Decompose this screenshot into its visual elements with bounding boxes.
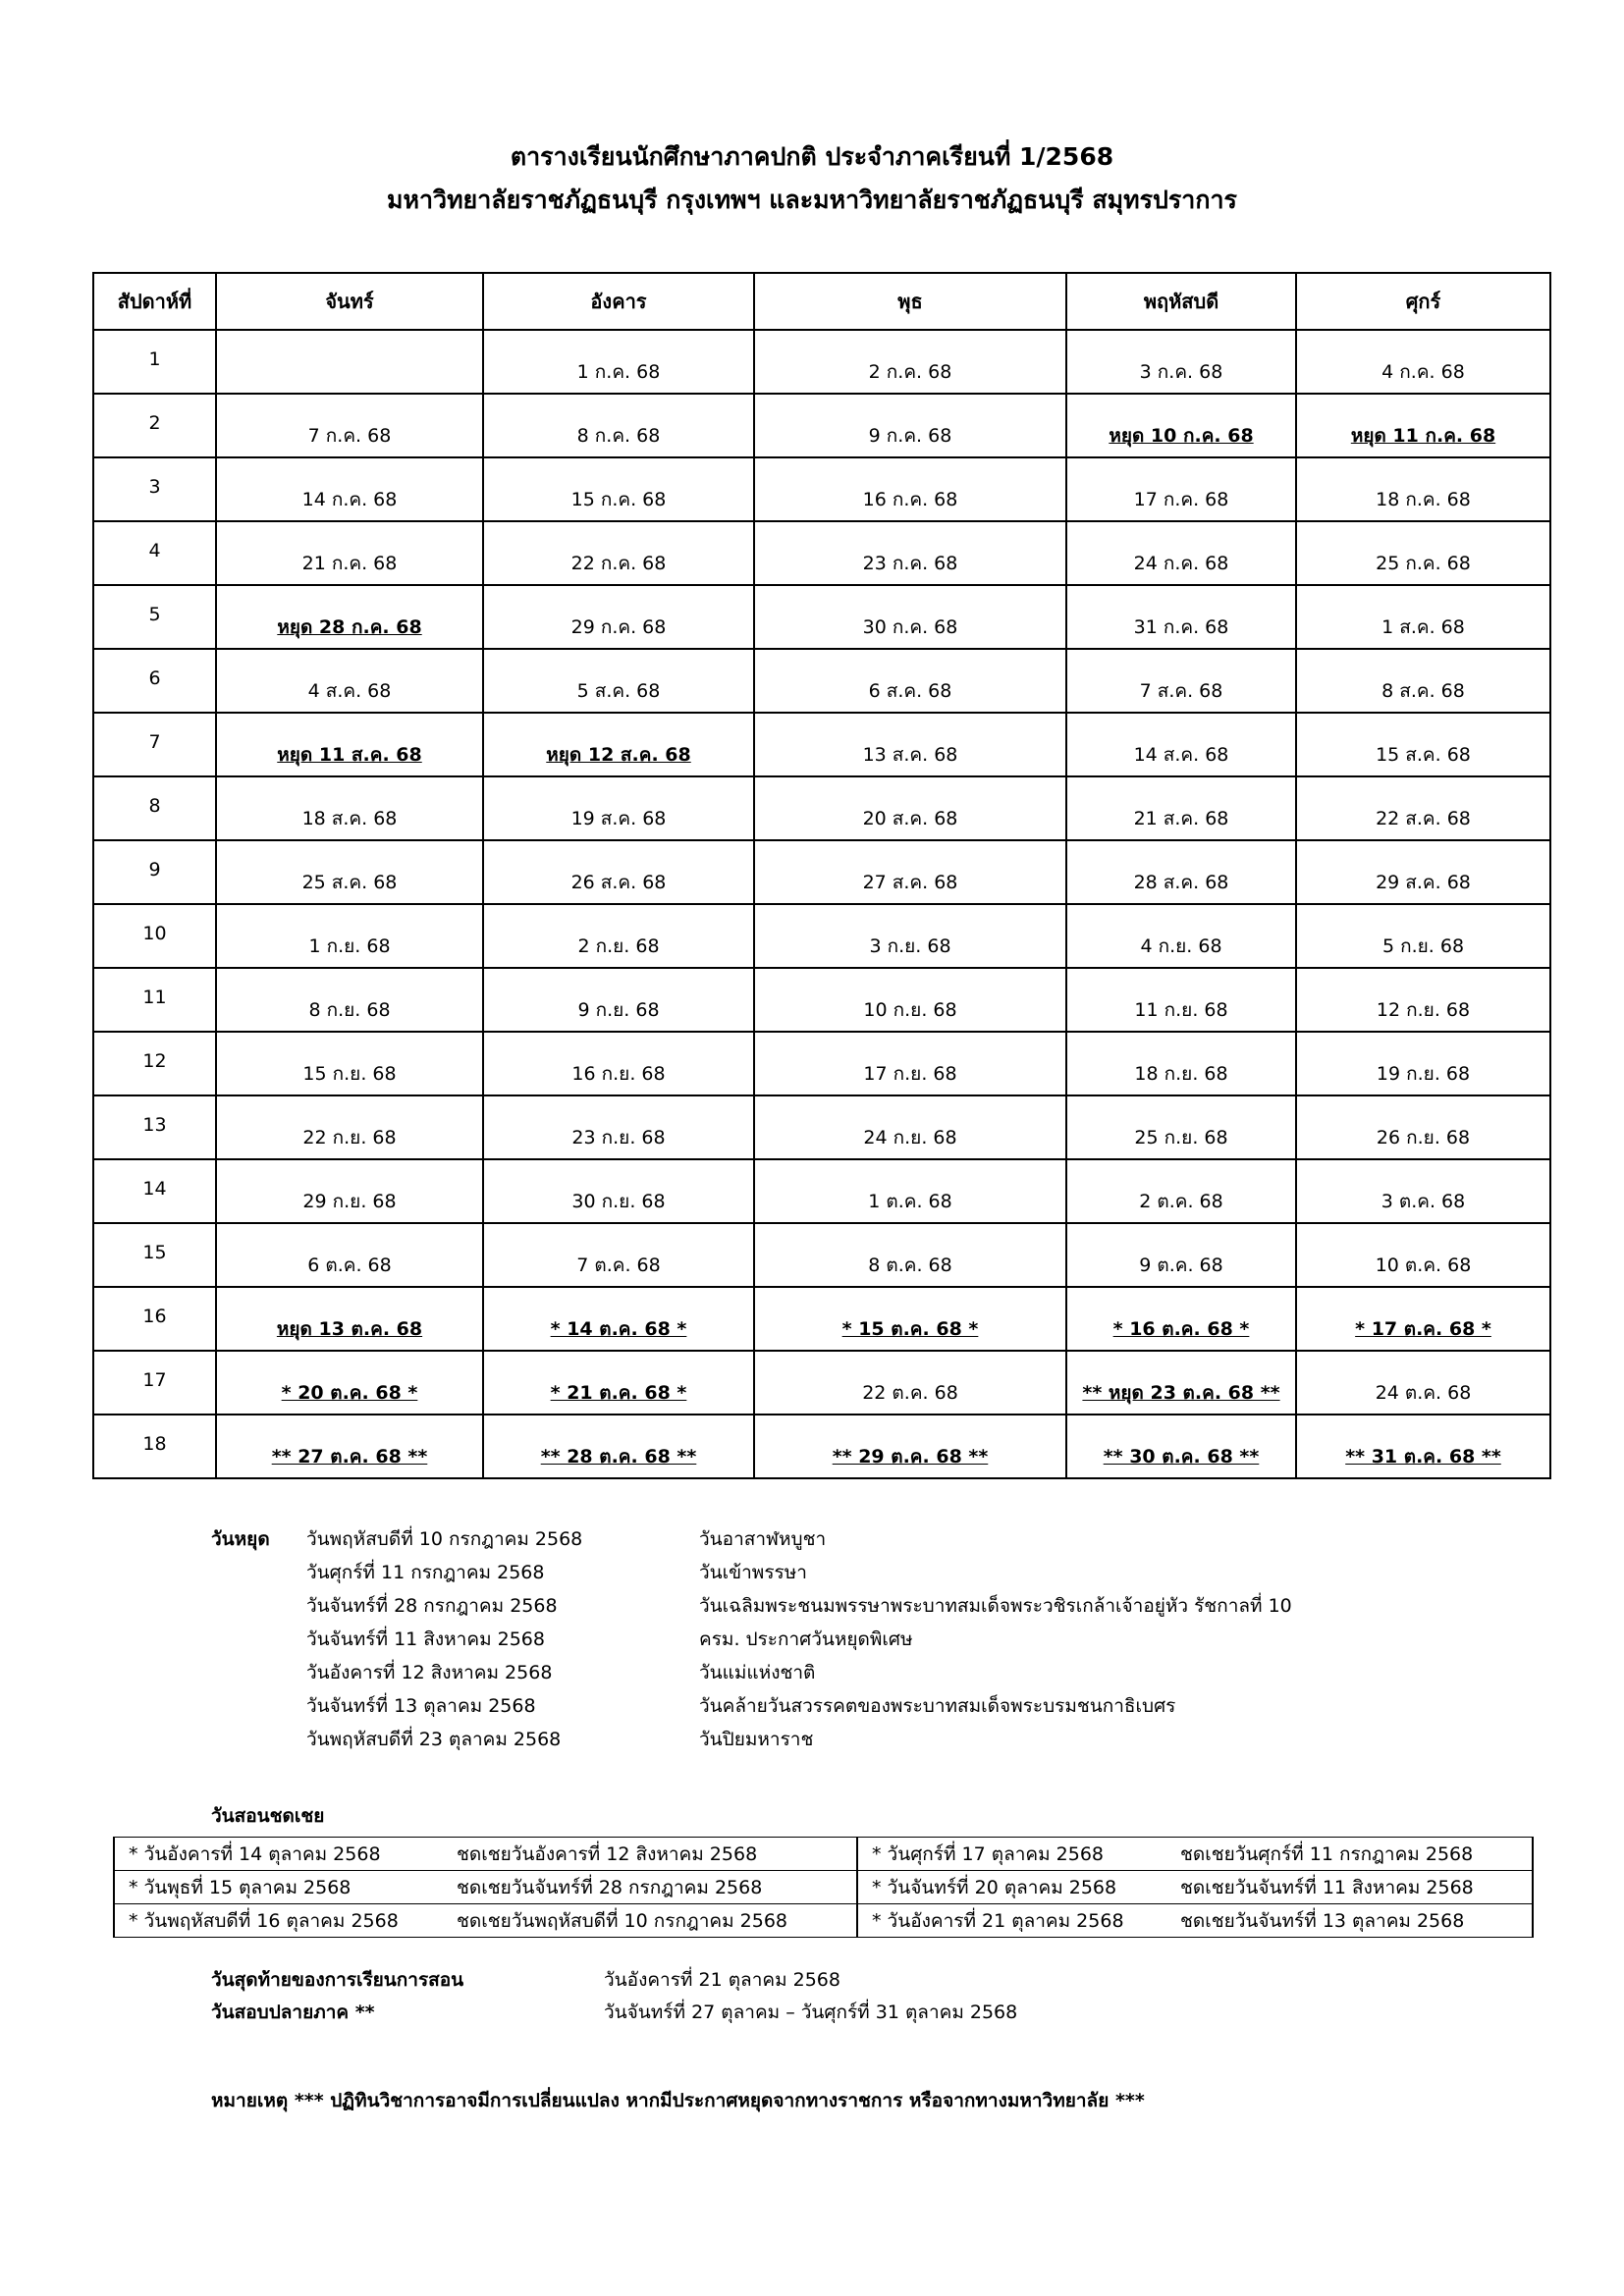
week-number: 5 [93, 585, 216, 649]
day-cell [754, 904, 1066, 968]
day-cell [754, 968, 1066, 1032]
day-cell [483, 840, 754, 904]
date-label: 3 ก.ย. 68 [869, 935, 951, 957]
makeup-date: * วันจันทร์ที่ 20 ตุลาคม 2568 [857, 1871, 1166, 1904]
makeup-row [114, 1871, 1533, 1904]
holiday-name: วันแม่แห่งชาติ [699, 1662, 816, 1683]
schedule-table [92, 272, 1551, 1479]
date-label: 5 ส.ค. 68 [576, 680, 661, 702]
makeup-date: * วันอังคารที่ 21 ตุลาคม 2568 [857, 1904, 1166, 1938]
holiday-item [306, 1524, 1386, 1558]
makeup-replaces: ชดเชยวันพฤหัสบดีที่ 10 กรกฎาคม 2568 [443, 1904, 857, 1938]
day-cell [1296, 330, 1550, 394]
day-cell [1296, 394, 1550, 457]
day-cell [1066, 1415, 1296, 1478]
date-label: 24 ก.ย. 68 [863, 1127, 957, 1148]
date-label: 18 ก.ย. 68 [1134, 1063, 1228, 1085]
marked-date: * 20 ต.ค. 68 * [281, 1382, 418, 1404]
date-label: 15 ส.ค. 68 [1376, 744, 1471, 766]
day-cell [216, 394, 483, 457]
day-cell [483, 1032, 754, 1095]
date-label: 16 ก.ค. 68 [862, 489, 958, 510]
day-cell [483, 713, 754, 776]
date-label: 13 ส.ค. 68 [862, 744, 958, 766]
table-row [93, 1095, 1550, 1159]
day-cell [1296, 1223, 1550, 1287]
date-label: 21 ก.ค. 68 [301, 553, 398, 574]
day-cell [1296, 1159, 1550, 1223]
date-label: 18 ก.ค. 68 [1376, 489, 1471, 510]
table-row [93, 904, 1550, 968]
day-cell [483, 1415, 754, 1478]
day-cell [216, 1415, 483, 1478]
week-number: 6 [93, 649, 216, 713]
day-cell [754, 649, 1066, 713]
week-number: 8 [93, 776, 216, 840]
date-label: 1 ส.ค. 68 [1381, 616, 1465, 638]
header-monday: จันทร์ [216, 273, 483, 330]
date-label: 25 ส.ค. 68 [301, 872, 398, 893]
table-row [93, 1287, 1550, 1351]
holiday-item [306, 1558, 1386, 1591]
date-label: 24 ก.ค. 68 [1133, 553, 1229, 574]
day-cell [483, 521, 754, 585]
day-cell [1066, 1159, 1296, 1223]
marked-date: หยุด 13 ต.ค. 68 [276, 1318, 423, 1340]
date-label: 20 ส.ค. 68 [862, 808, 958, 829]
table-row [93, 1159, 1550, 1223]
day-cell [1296, 968, 1550, 1032]
makeup-table [113, 1837, 1534, 1938]
day-cell [754, 1287, 1066, 1351]
makeup-replaces: ชดเชยวันจันทร์ที่ 28 กรกฎาคม 2568 [443, 1871, 857, 1904]
day-cell [216, 776, 483, 840]
day-cell [483, 1351, 754, 1415]
makeup-date: * วันศุกร์ที่ 17 ตุลาคม 2568 [857, 1838, 1166, 1871]
day-cell [1296, 1351, 1550, 1415]
table-row [93, 713, 1550, 776]
day-cell [483, 904, 754, 968]
table-row [93, 1223, 1550, 1287]
day-cell [754, 457, 1066, 521]
day-cell [216, 1223, 483, 1287]
date-label: 8 ก.ค. 68 [576, 425, 661, 447]
date-label: 29 ก.ย. 68 [302, 1191, 397, 1212]
date-label: 4 ก.ค. 68 [1381, 361, 1465, 383]
day-cell [754, 1095, 1066, 1159]
date-label: 9 ต.ค. 68 [1139, 1255, 1223, 1276]
day-cell [1296, 840, 1550, 904]
day-cell [483, 330, 754, 394]
marked-date: ** 28 ต.ค. 68 ** [540, 1446, 697, 1468]
day-cell [483, 1287, 754, 1351]
date-label: 7 ก.ค. 68 [307, 425, 392, 447]
table-row [93, 1032, 1550, 1095]
day-cell [754, 840, 1066, 904]
date-label: 6 ต.ค. 68 [307, 1255, 392, 1276]
week-number: 10 [93, 904, 216, 968]
holiday-item [306, 1725, 1386, 1758]
day-cell [216, 1095, 483, 1159]
day-cell [1296, 1095, 1550, 1159]
date-label: 5 ก.ย. 68 [1381, 935, 1465, 957]
week-number: 7 [93, 713, 216, 776]
date-label: 2 ต.ค. 68 [1139, 1191, 1223, 1212]
makeup-replaces: ชดเชยวันศุกร์ที่ 11 กรกฎาคม 2568 [1166, 1838, 1533, 1871]
date-label: 23 ก.ค. 68 [862, 553, 958, 574]
date-label: 3 ก.ค. 68 [1139, 361, 1223, 383]
day-cell [216, 649, 483, 713]
date-label: 8 ส.ค. 68 [1381, 680, 1465, 702]
holiday-date: วันศุกร์ที่ 11 กรกฎาคม 2568 [306, 1562, 545, 1583]
date-label: 11 ก.ย. 68 [1134, 999, 1228, 1021]
marked-date: ** 30 ต.ค. 68 ** [1103, 1446, 1260, 1468]
holiday-name: วันอาสาฬหบูชา [699, 1528, 827, 1550]
makeup-replaces: ชดเชยวันอังคารที่ 12 สิงหาคม 2568 [443, 1838, 857, 1871]
date-label: 15 ก.ย. 68 [302, 1063, 397, 1085]
makeup-row [114, 1904, 1533, 1938]
schedule-body [93, 330, 1550, 1478]
week-number: 11 [93, 968, 216, 1032]
day-cell [1296, 713, 1550, 776]
day-cell [1066, 521, 1296, 585]
day-cell [1066, 649, 1296, 713]
week-number: 17 [93, 1351, 216, 1415]
week-number: 14 [93, 1159, 216, 1223]
day-cell [754, 713, 1066, 776]
week-number: 2 [93, 394, 216, 457]
marked-date: ** 31 ต.ค. 68 ** [1345, 1446, 1501, 1468]
day-cell [1066, 394, 1296, 457]
holiday-name: วันปิยมหาราช [699, 1729, 814, 1750]
date-label: 7 ส.ค. 68 [1139, 680, 1223, 702]
date-label: 21 ส.ค. 68 [1133, 808, 1229, 829]
final-exam-row [211, 1998, 1389, 2029]
makeup-date: * วันพุธที่ 15 ตุลาคม 2568 [114, 1871, 443, 1904]
date-label: 8 ต.ค. 68 [868, 1255, 952, 1276]
marked-date: ** 29 ต.ค. 68 ** [832, 1446, 989, 1468]
date-label: 30 ก.ค. 68 [862, 616, 958, 638]
day-cell [1296, 1415, 1550, 1478]
day-cell [216, 457, 483, 521]
date-label: 3 ต.ค. 68 [1380, 1191, 1466, 1212]
day-cell [1066, 1095, 1296, 1159]
marked-date: * 15 ต.ค. 68 * [841, 1318, 979, 1340]
day-cell [1066, 904, 1296, 968]
week-number: 9 [93, 840, 216, 904]
last-day-label: วันสุดท้ายของการเรียนการสอน [211, 1969, 464, 1991]
table-row [93, 585, 1550, 649]
day-cell [1296, 904, 1550, 968]
table-row [93, 521, 1550, 585]
footnote: หมายเหตุ *** ปฏิทินวิชาการอาจมีการเปลี่ยนแปลง หากมีประกาศหยุดจากทางราชการ หรือจากทางมหาวิทยาลัย *** [211, 2090, 1145, 2111]
day-cell [216, 1287, 483, 1351]
date-label: 25 ก.ย. 68 [1134, 1127, 1228, 1148]
date-label: 16 ก.ย. 68 [571, 1063, 666, 1085]
day-cell [754, 776, 1066, 840]
date-label: 14 ส.ค. 68 [1133, 744, 1229, 766]
date-label: 22 ก.ย. 68 [302, 1127, 397, 1148]
day-cell [754, 1415, 1066, 1478]
day-cell [1296, 457, 1550, 521]
week-number: 1 [93, 330, 216, 394]
date-label: 8 ก.ย. 68 [308, 999, 391, 1021]
day-cell [754, 1159, 1066, 1223]
holiday-date: วันอังคารที่ 12 สิงหาคม 2568 [306, 1662, 553, 1683]
day-cell [1066, 1223, 1296, 1287]
day-cell [1066, 330, 1296, 394]
final-exam-value: วันจันทร์ที่ 27 ตุลาคม – วันศุกร์ที่ 31 ตุลาคม 2568 [604, 2002, 1018, 2023]
day-cell [483, 1223, 754, 1287]
table-row [93, 330, 1550, 394]
date-label: 14 ก.ค. 68 [301, 489, 398, 510]
week-number: 13 [93, 1095, 216, 1159]
day-cell [483, 776, 754, 840]
date-label: 30 ก.ย. 68 [571, 1191, 666, 1212]
holiday-date: วันจันทร์ที่ 28 กรกฎาคม 2568 [306, 1595, 558, 1617]
marked-date: ** หยุด 23 ต.ค. 68 ** [1082, 1382, 1280, 1404]
date-label: 15 ก.ค. 68 [570, 489, 667, 510]
week-number: 18 [93, 1415, 216, 1478]
date-label: 4 ส.ค. 68 [307, 680, 392, 702]
day-cell [754, 1223, 1066, 1287]
table-row [93, 968, 1550, 1032]
final-exam-label: วันสอบปลายภาค ** [211, 2002, 375, 2023]
holiday-item [306, 1625, 1386, 1658]
day-cell [216, 330, 483, 394]
table-row [93, 840, 1550, 904]
marked-date: * 21 ต.ค. 68 * [550, 1382, 687, 1404]
last-day-row [211, 1965, 1389, 1997]
header-week: สัปดาห์ที่ [93, 273, 216, 330]
date-label: 24 ต.ค. 68 [1375, 1382, 1472, 1404]
makeup-label: วันสอนชดเชย [211, 1805, 325, 1827]
holiday-name: วันคล้ายวันสวรรคตของพระบาทสมเด็จพระบรมชนกาธิเบศร [699, 1695, 1176, 1717]
day-cell [1066, 968, 1296, 1032]
date-label: 2 ก.ค. 68 [868, 361, 952, 383]
day-cell [216, 1159, 483, 1223]
week-number: 16 [93, 1287, 216, 1351]
date-label: 29 ส.ค. 68 [1376, 872, 1471, 893]
page-subtitle: มหาวิทยาลัยราชภัฏธนบุรี กรุงเทพฯ และมหาวิทยาลัยราชภัฏธนบุรี สมุทรปราการ [387, 186, 1237, 214]
date-label: 29 ก.ค. 68 [570, 616, 667, 638]
week-number: 4 [93, 521, 216, 585]
day-cell [216, 1351, 483, 1415]
table-row [93, 457, 1550, 521]
marked-date: ** 27 ต.ค. 68 ** [271, 1446, 428, 1468]
day-cell [754, 1032, 1066, 1095]
day-cell [1296, 649, 1550, 713]
schedule-header-row [93, 273, 1550, 330]
date-label: 9 ก.ค. 68 [868, 425, 952, 447]
makeup-row [114, 1838, 1533, 1871]
holiday-date: วันจันทร์ที่ 11 สิงหาคม 2568 [306, 1629, 545, 1650]
date-label: 1 ก.ค. 68 [576, 361, 661, 383]
day-cell [216, 585, 483, 649]
week-number: 12 [93, 1032, 216, 1095]
date-label: 17 ก.ค. 68 [1133, 489, 1229, 510]
marked-date: หยุด 28 ก.ค. 68 [277, 616, 422, 638]
day-cell [216, 840, 483, 904]
date-label: 9 ก.ย. 68 [577, 999, 660, 1021]
makeup-replaces: ชดเชยวันจันทร์ที่ 13 ตุลาคม 2568 [1166, 1904, 1533, 1938]
marked-date: * 16 ต.ค. 68 * [1112, 1318, 1250, 1340]
table-row [93, 1351, 1550, 1415]
holiday-name: วันเฉลิมพระชนมพรรษาพระบาทสมเด็จพระวชิรเกล้าเจ้าอยู่หัว รัชกาลที่ 10 [699, 1595, 1292, 1617]
date-label: 26 ก.ย. 68 [1376, 1127, 1471, 1148]
holiday-item [306, 1691, 1386, 1725]
date-label: 10 ก.ย. 68 [863, 999, 957, 1021]
marked-date: หยุด 12 ส.ค. 68 [546, 744, 691, 766]
day-cell [1296, 585, 1550, 649]
day-cell [754, 521, 1066, 585]
day-cell [754, 330, 1066, 394]
day-cell [483, 968, 754, 1032]
day-cell [1066, 1287, 1296, 1351]
marked-date: หยุด 11 ก.ค. 68 [1350, 425, 1496, 447]
header-thursday: พฤหัสบดี [1066, 273, 1296, 330]
date-label: 7 ต.ค. 68 [576, 1255, 661, 1276]
date-label: 1 ต.ค. 68 [868, 1191, 952, 1212]
day-cell [483, 394, 754, 457]
last-day-value: วันอังคารที่ 21 ตุลาคม 2568 [604, 1969, 840, 1991]
day-cell [1066, 776, 1296, 840]
holiday-name: ครม. ประกาศวันหยุดพิเศษ [699, 1629, 913, 1650]
date-label: 28 ส.ค. 68 [1133, 872, 1229, 893]
date-label: 17 ก.ย. 68 [863, 1063, 957, 1085]
date-label: 19 ก.ย. 68 [1376, 1063, 1471, 1085]
day-cell [1066, 585, 1296, 649]
date-label: 22 ส.ค. 68 [1376, 808, 1471, 829]
date-label: 22 ต.ค. 68 [862, 1382, 958, 1404]
day-cell [1296, 1287, 1550, 1351]
day-cell [1066, 457, 1296, 521]
day-cell [483, 457, 754, 521]
date-label: 22 ก.ค. 68 [570, 553, 667, 574]
day-cell [754, 1351, 1066, 1415]
date-label: 25 ก.ค. 68 [1376, 553, 1471, 574]
day-cell [754, 585, 1066, 649]
header-friday: ศุกร์ [1296, 273, 1550, 330]
date-label: 23 ก.ย. 68 [571, 1127, 666, 1148]
date-label: 4 ก.ย. 68 [1140, 935, 1222, 957]
day-cell [216, 1032, 483, 1095]
day-cell [1066, 840, 1296, 904]
day-cell [1066, 1032, 1296, 1095]
date-label: 31 ก.ค. 68 [1133, 616, 1229, 638]
day-cell [216, 968, 483, 1032]
date-label: 10 ต.ค. 68 [1375, 1255, 1472, 1276]
page-title: ตารางเรียนนักศึกษาภาคปกติ ประจำภาคเรียนที่ 1/2568 [510, 142, 1114, 171]
marked-date: * 17 ต.ค. 68 * [1355, 1318, 1491, 1340]
day-cell [1296, 1032, 1550, 1095]
day-cell [1066, 713, 1296, 776]
holiday-name: วันเข้าพรรษา [699, 1562, 807, 1583]
holiday-date: วันจันทร์ที่ 13 ตุลาคม 2568 [306, 1695, 536, 1717]
table-row [93, 776, 1550, 840]
holidays-label: วันหยุด [211, 1528, 270, 1550]
date-label: 6 ส.ค. 68 [868, 680, 952, 702]
week-number: 3 [93, 457, 216, 521]
date-label: 26 ส.ค. 68 [570, 872, 667, 893]
day-cell [483, 1095, 754, 1159]
date-label: 1 ก.ย. 68 [308, 935, 391, 957]
date-label: 18 ส.ค. 68 [301, 808, 398, 829]
day-cell [754, 394, 1066, 457]
header-tuesday: อังคาร [483, 273, 754, 330]
date-label: 2 ก.ย. 68 [577, 935, 660, 957]
week-number: 15 [93, 1223, 216, 1287]
makeup-date: * วันอังคารที่ 14 ตุลาคม 2568 [114, 1838, 443, 1871]
day-cell [483, 1159, 754, 1223]
marked-date: หยุด 11 ส.ค. 68 [277, 744, 422, 766]
day-cell [483, 649, 754, 713]
makeup-date: * วันพฤหัสบดีที่ 16 ตุลาคม 2568 [114, 1904, 443, 1938]
day-cell [216, 521, 483, 585]
day-cell [216, 713, 483, 776]
date-label: 27 ส.ค. 68 [862, 872, 958, 893]
day-cell [216, 904, 483, 968]
marked-date: * 14 ต.ค. 68 * [550, 1318, 687, 1340]
table-row [93, 1415, 1550, 1478]
holiday-date: วันพฤหัสบดีที่ 10 กรกฎาคม 2568 [306, 1528, 583, 1550]
holiday-item [306, 1658, 1386, 1691]
date-label: 19 ส.ค. 68 [570, 808, 667, 829]
table-row [93, 649, 1550, 713]
makeup-replaces: ชดเชยวันจันทร์ที่ 11 สิงหาคม 2568 [1166, 1871, 1533, 1904]
day-cell [1296, 521, 1550, 585]
holiday-item [306, 1591, 1386, 1625]
marked-date: หยุด 10 ก.ค. 68 [1109, 425, 1254, 447]
day-cell [1066, 1351, 1296, 1415]
date-label: 12 ก.ย. 68 [1376, 999, 1471, 1021]
table-row [93, 394, 1550, 457]
holiday-date: วันพฤหัสบดีที่ 23 ตุลาคม 2568 [306, 1729, 562, 1750]
header-wednesday: พุธ [754, 273, 1066, 330]
day-cell [1296, 776, 1550, 840]
day-cell [483, 585, 754, 649]
